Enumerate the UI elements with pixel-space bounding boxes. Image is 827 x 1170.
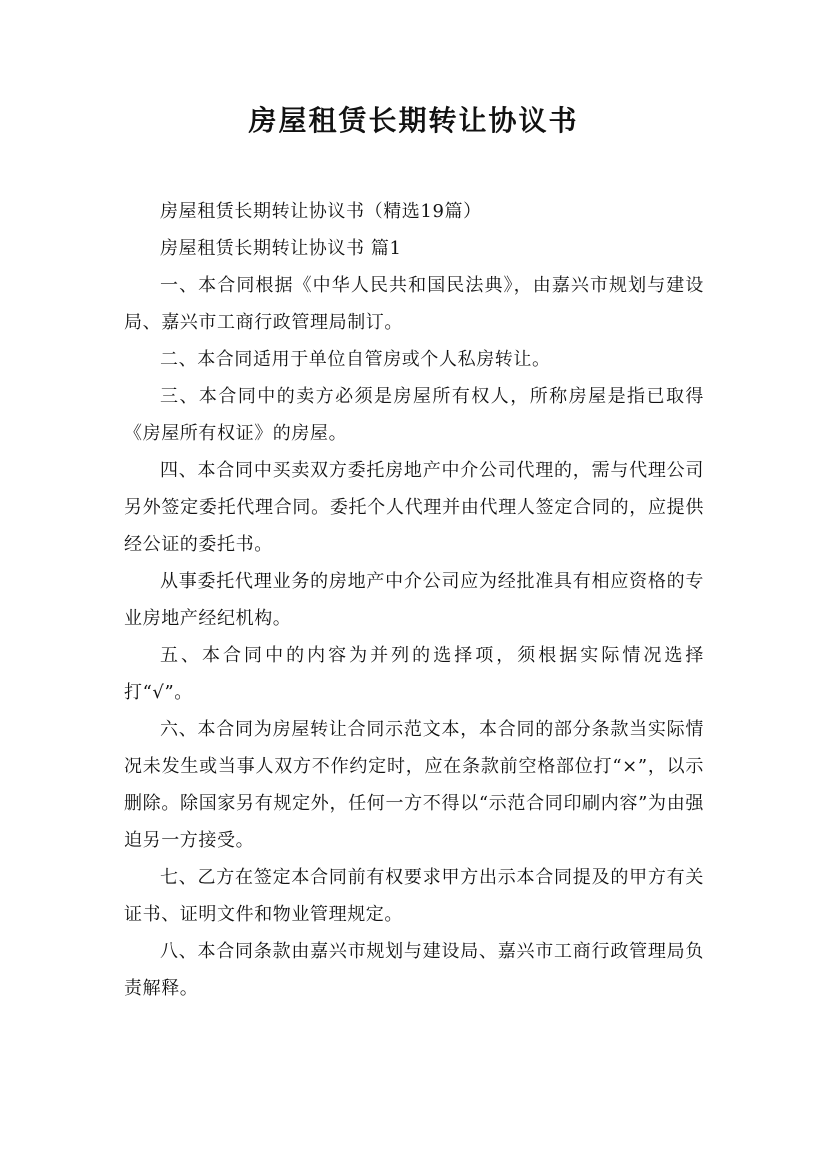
document-title: 房屋租赁长期转让协议书 — [248, 104, 579, 137]
clause-4: 四、本合同中买卖双方委托房地产中介公司代理的，需与代理公司另外签定委托代理合同。委托个人代理并由代理人签定合同的，应提供经公证的委托书。 — [124, 460, 704, 555]
document-body — [124, 193, 704, 1007]
clause-6: 六、本合同为房屋转让合同示范文本，本合同的部分条款当实际情况未发生或当事人双方不作约定时，应在条款前空格部位打“×”，以示删除。除国家另有规定外，任何一方不得以“示范合同印刷内容”为由强迫另一方接受。 — [124, 719, 704, 851]
clause-8: 八、本合同条款由嘉兴市规划与建设局、嘉兴市工商行政管理局负责解释。 — [124, 941, 704, 999]
section-heading: 房屋租赁长期转让协议书 篇1 — [160, 238, 402, 259]
clause-4-note: 从事委托代理业务的房地产中介公司应为经批准具有相应资格的专业房地产经纪机构。 — [124, 571, 704, 629]
subtitle-paragraph: 房屋租赁长期转让协议书（精选19篇） — [160, 201, 482, 222]
clause-5: 五、本合同中的内容为并列的选择项，须根据实际情况选择打“√”。 — [124, 645, 704, 703]
clause-2: 二、本合同适用于单位自管房或个人私房转让。 — [160, 349, 551, 370]
clause-1: 一、本合同根据《中华人民共和国民法典》，由嘉兴市规划与建设局、嘉兴市工商行政管理局制订。 — [124, 275, 704, 333]
clause-7: 七、乙方在签定本合同前有权要求甲方出示本合同提及的甲方有关证书、证明文件和物业管理规定。 — [124, 867, 704, 925]
clause-3: 三、本合同中的卖方必须是房屋所有权人，所称房屋是指已取得《房屋所有权证》的房屋。 — [124, 386, 704, 444]
